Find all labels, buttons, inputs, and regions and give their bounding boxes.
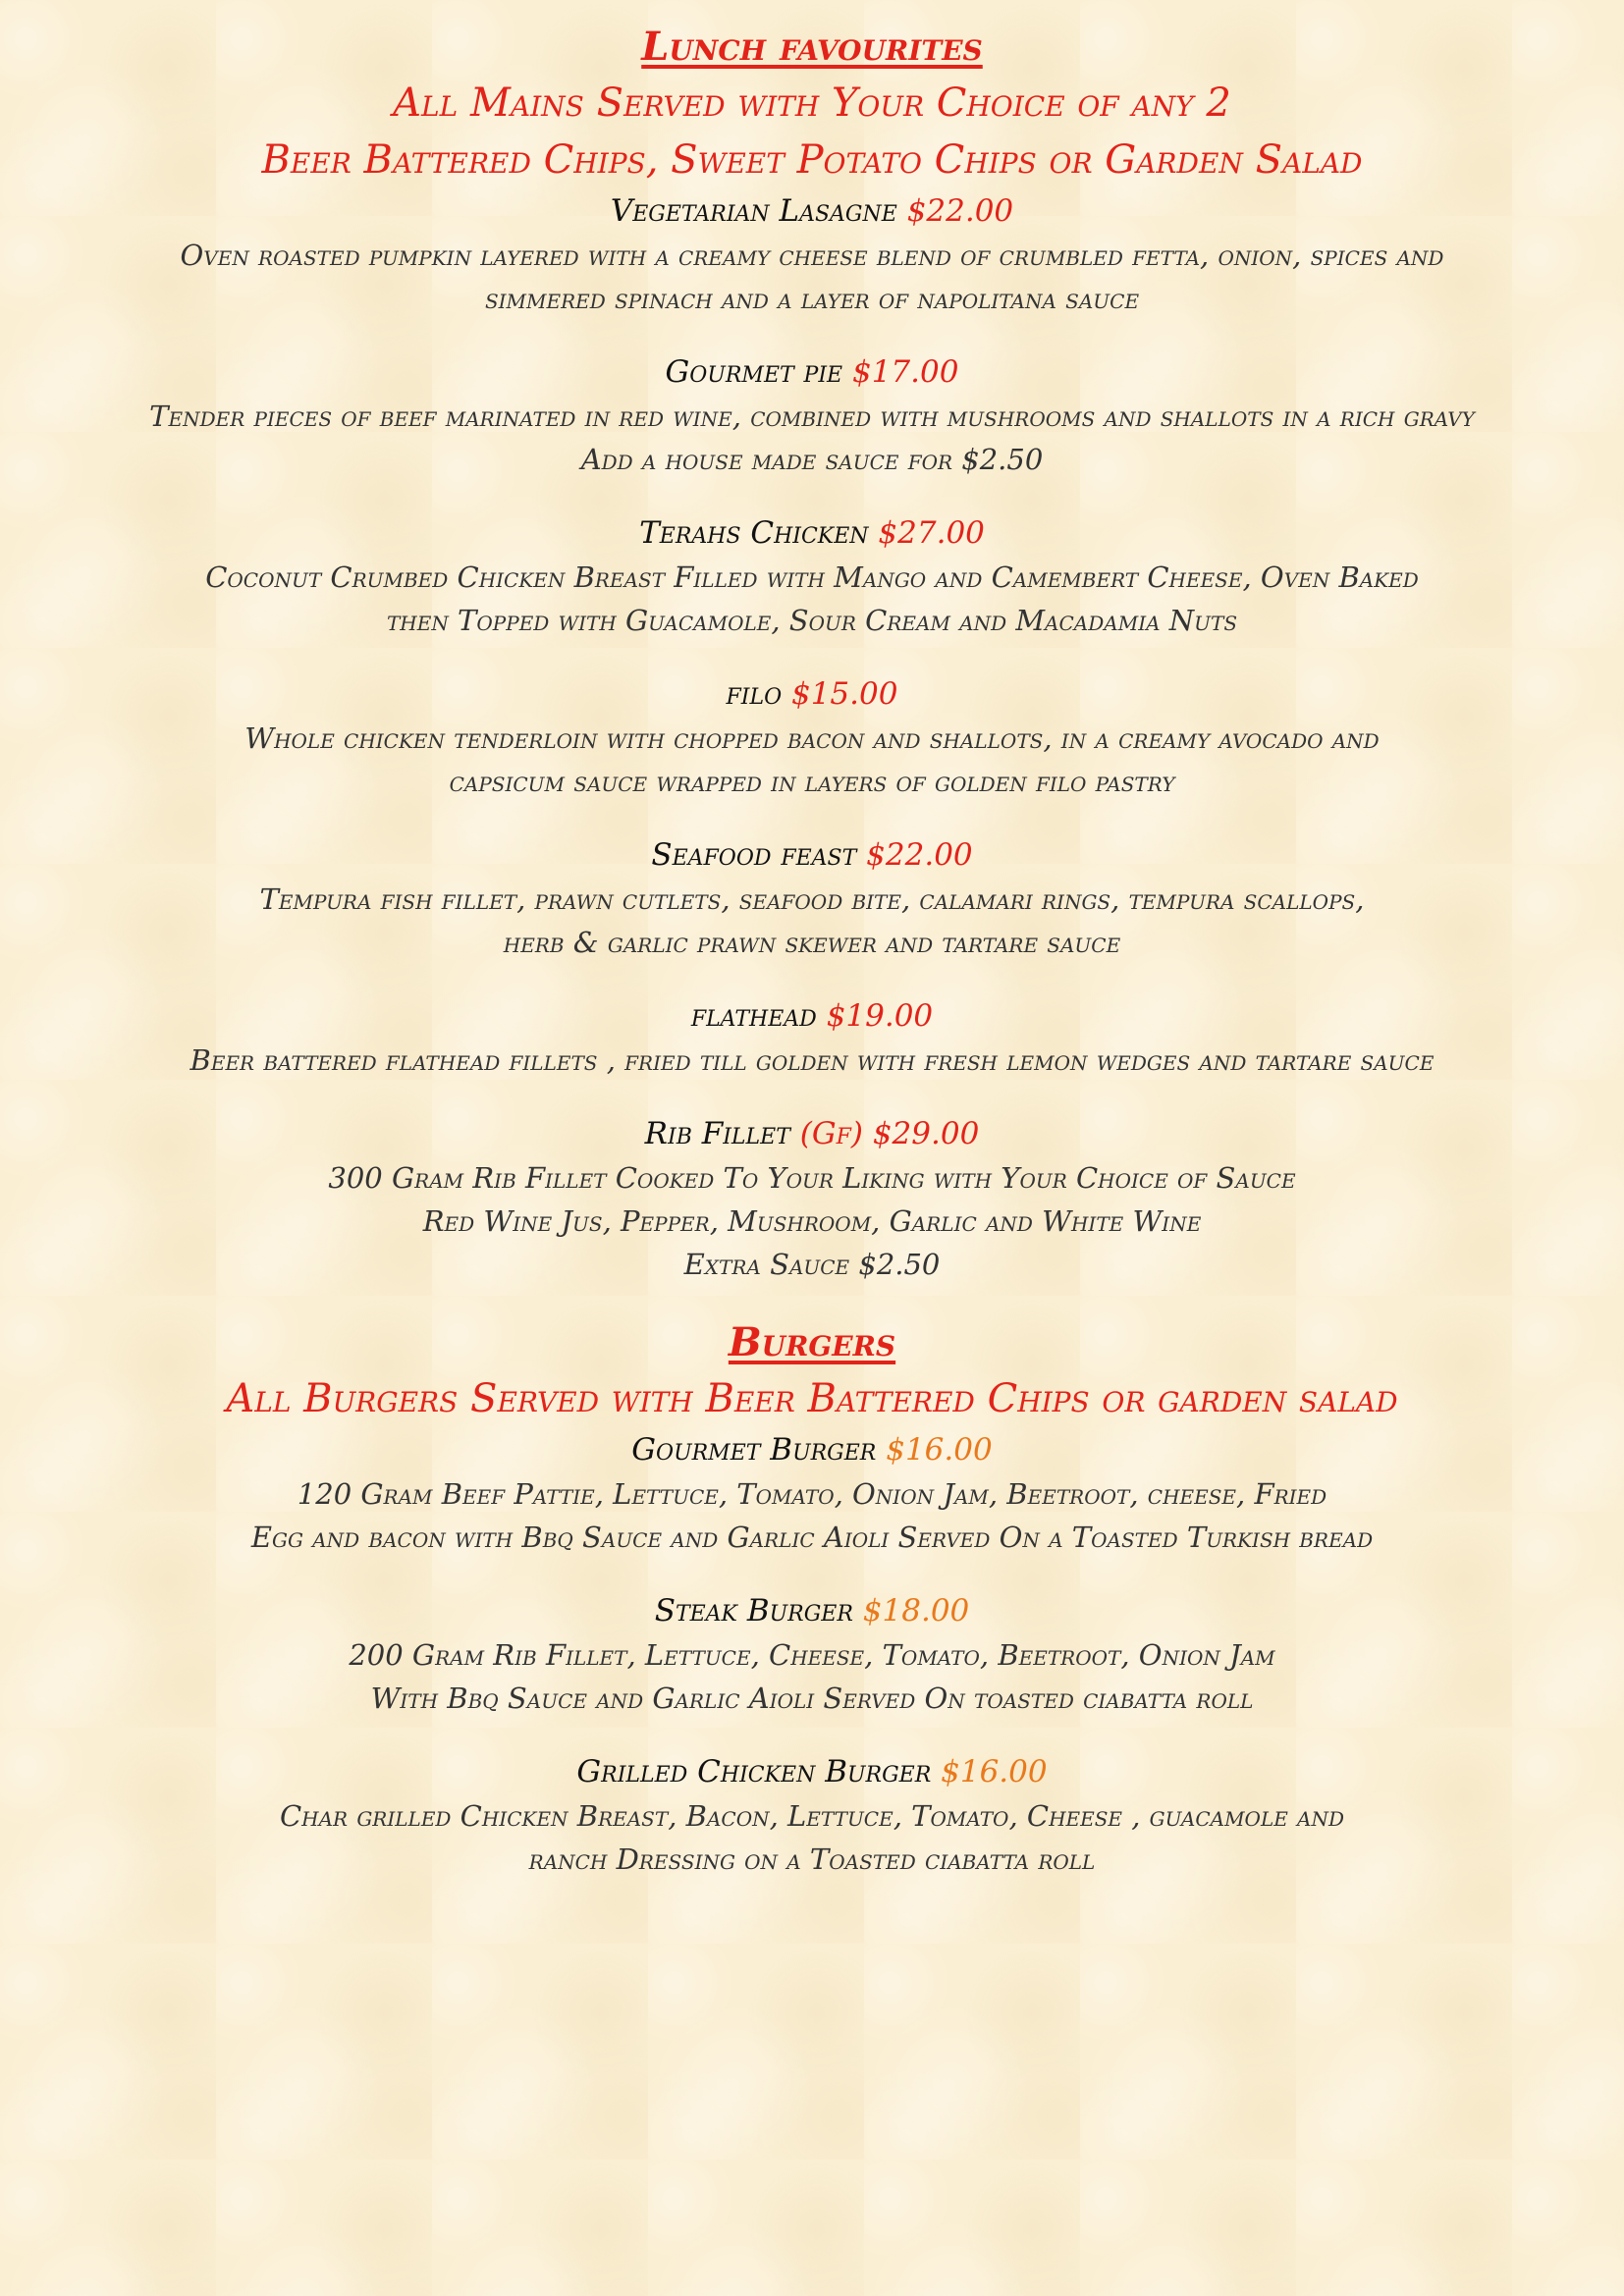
menu-item-steak-burger	[0, 1588, 1624, 1720]
item-price: $17.00	[851, 354, 959, 390]
menu-item-vegetarian-lasagne	[0, 188, 1624, 320]
item-description: herb & garlic prawn skewer and tartare sauce	[503, 926, 1121, 959]
menu-item-terahs-chicken	[0, 510, 1624, 642]
item-description: Char grilled Chicken Breast, Bacon, Lettuce, Tomato, Cheese , guacamole and	[279, 1799, 1345, 1833]
lunch-banner-sides: All Mains Served with Your Choice of any 2	[393, 80, 1231, 126]
item-price: $27.00	[878, 515, 985, 551]
item-price: $19.00	[826, 998, 934, 1034]
lunch-section-title: Lunch favourites	[641, 24, 983, 70]
item-description: With Bbq Sauce and Garlic Aioli Served On toasted ciabatta roll	[370, 1682, 1254, 1715]
item-name: Terahs Chicken	[639, 515, 869, 551]
item-description: 200 Gram Rib Fillet, Lettuce, Cheese, Tomato, Beetroot, Onion Jam	[349, 1638, 1275, 1672]
item-name: filo	[726, 676, 783, 712]
item-description: then Topped with Guacamole, Sour Cream and Macadamia Nuts	[386, 604, 1238, 637]
lunch-banner-options: Beer Battered Chips, Sweet Potato Chips or Garden Salad	[261, 137, 1363, 183]
menu-item-filo	[0, 671, 1624, 803]
burgers-section	[0, 1315, 1624, 1881]
item-description: Tender pieces of beef marinated in red wine, combined with mushrooms and shallots in a rich gravy	[149, 400, 1475, 433]
item-description: Extra Sauce $2.50	[683, 1248, 941, 1281]
menu-item-flathead	[0, 993, 1624, 1082]
menu-item-gourmet-pie	[0, 349, 1624, 481]
item-description: Beer battered flathead fillets , fried till golden with fresh lemon wedges and tartare sauce	[189, 1043, 1435, 1077]
lunch-section	[0, 20, 1624, 1286]
item-price: $15.00	[790, 676, 898, 712]
item-description: Add a house made sauce for $2.50	[580, 443, 1044, 476]
item-name: Steak Burger	[654, 1593, 853, 1629]
item-description: 120 Gram Beef Pattie, Lettuce, Tomato, Onion Jam, Beetroot, cheese, Fried	[297, 1477, 1327, 1511]
item-description: Coconut Crumbed Chicken Breast Filled with Mango and Camembert Cheese, Oven Baked	[205, 561, 1419, 594]
item-description: Oven roasted pumpkin layered with a creamy cheese blend of crumbled fetta, onion, spices and	[180, 239, 1444, 272]
item-name: Gourmet Burger	[631, 1432, 877, 1468]
menu-item-rib-fillet	[0, 1111, 1624, 1286]
item-price: $22.00	[866, 837, 973, 873]
item-name: Rib Fillet	[644, 1116, 790, 1151]
item-description: ranch Dressing on a Toasted ciabatta roll	[528, 1842, 1096, 1876]
item-price: $16.00	[941, 1754, 1048, 1789]
item-description: Whole chicken tenderloin with chopped bacon and shallots, in a creamy avocado and	[244, 721, 1380, 755]
item-description: simmered spinach and a layer of napolitana sauce	[484, 282, 1140, 315]
item-description: Egg and bacon with Bbq Sauce and Garlic Aioli Served On a Toasted Turkish bread	[250, 1521, 1374, 1554]
menu-item-grilled-chicken-burger	[0, 1749, 1624, 1881]
item-price: $18.00	[862, 1593, 970, 1629]
menu-item-gourmet-burger	[0, 1427, 1624, 1559]
item-name: Seafood feast	[651, 837, 857, 873]
item-price: $29.00	[872, 1116, 980, 1151]
item-description: Tempura fish fillet, prawn cutlets, seafood bite, calamari rings, tempura scallops,	[259, 882, 1365, 916]
item-name: flathead	[690, 998, 817, 1034]
item-description: capsicum sauce wrapped in layers of golden filo pastry	[449, 765, 1175, 798]
burgers-banner: All Burgers Served with Beer Battered Chips or garden salad	[226, 1376, 1398, 1421]
burgers-section-title: Burgers	[728, 1319, 896, 1365]
item-price: $22.00	[906, 193, 1014, 229]
item-name: Gourmet pie	[665, 354, 843, 390]
item-dietary-tag: (Gf)	[799, 1116, 863, 1151]
item-name: Grilled Chicken Burger	[576, 1754, 932, 1789]
menu-item-seafood-feast	[0, 832, 1624, 964]
item-name: Vegetarian Lasagne	[610, 193, 897, 229]
item-description: Red Wine Jus, Pepper, Mushroom, Garlic and White Wine	[422, 1204, 1202, 1238]
item-description: 300 Gram Rib Fillet Cooked To Your Liking with Your Choice of Sauce	[328, 1161, 1296, 1195]
item-price: $16.00	[886, 1432, 993, 1468]
